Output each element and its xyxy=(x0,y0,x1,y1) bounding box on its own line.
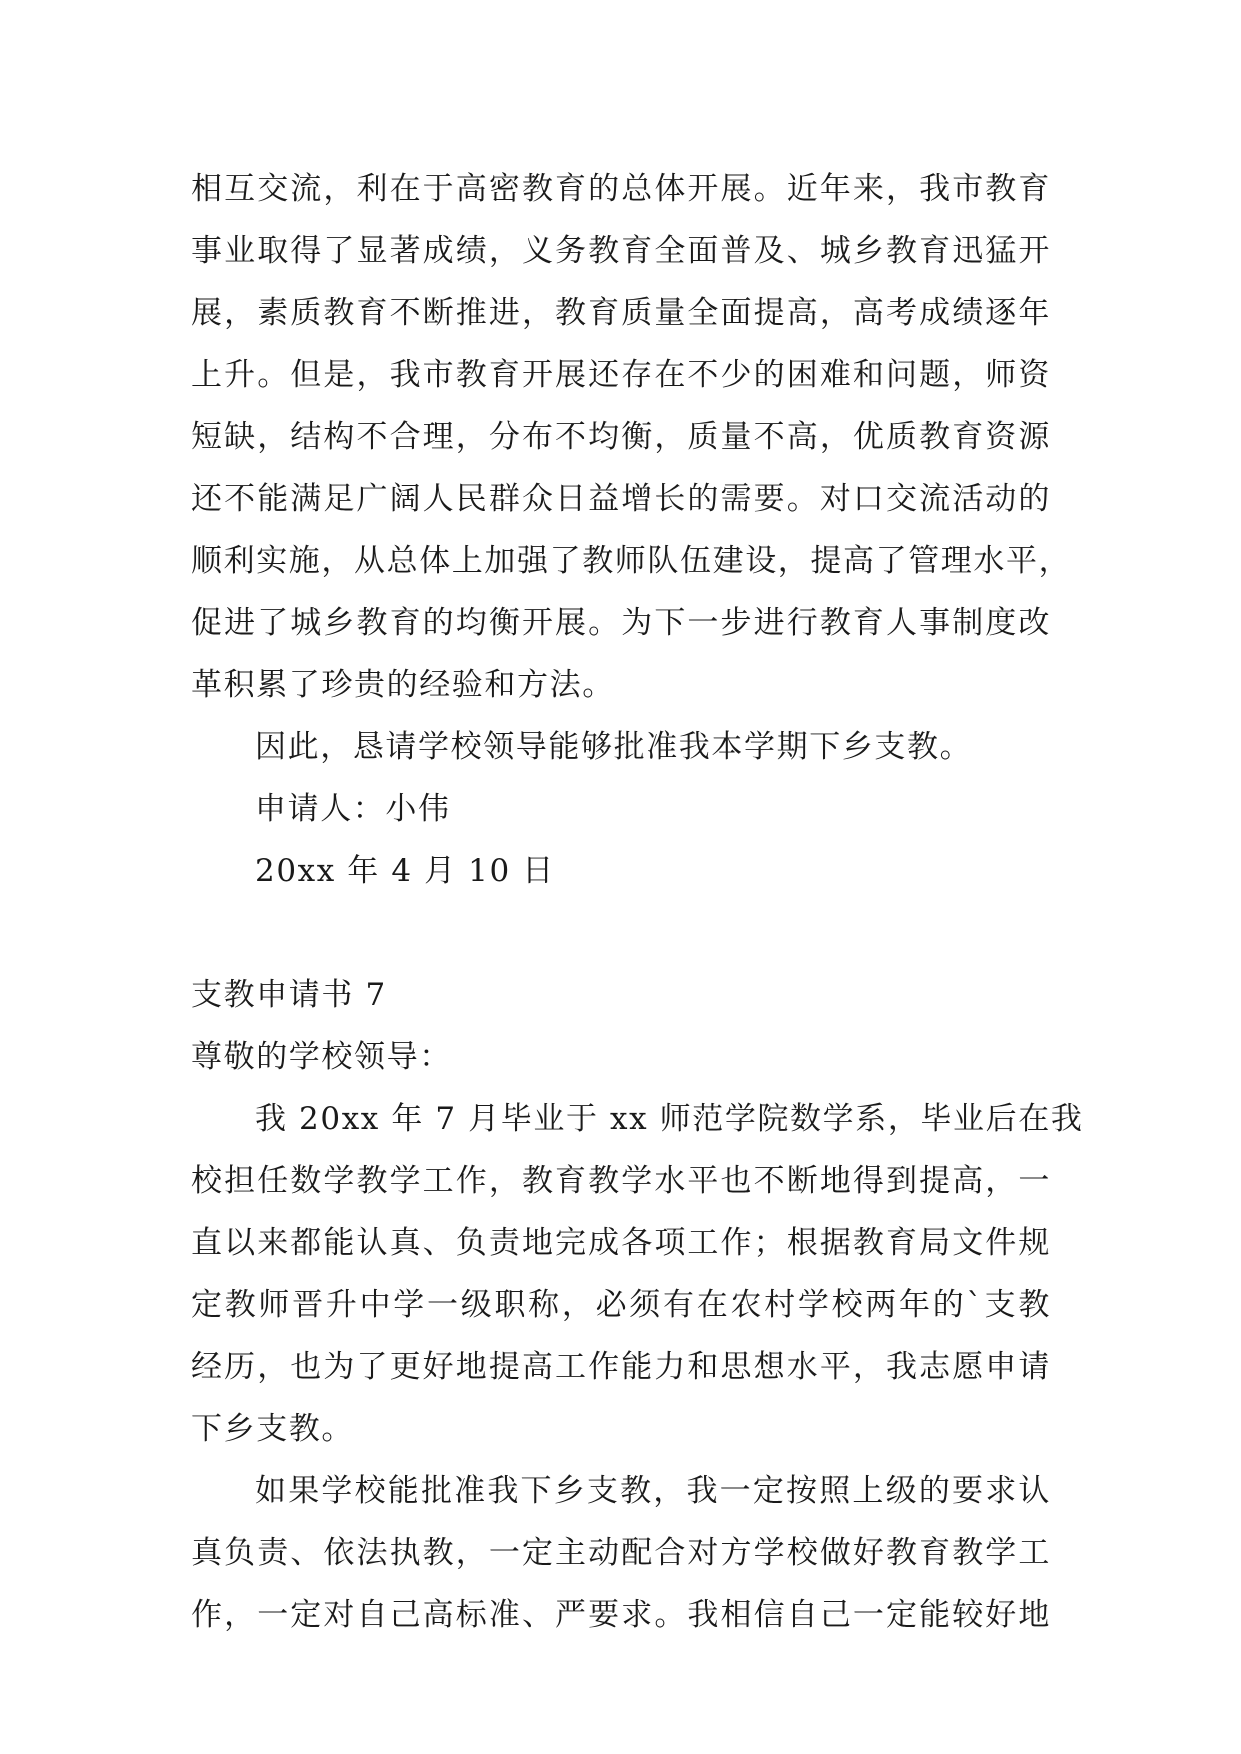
text-line: 展，素质教育不断推进，教育质量全面提高，高考成绩逐年 xyxy=(191,295,1051,331)
date-line: 20xx 年 4 月 10 日 xyxy=(255,853,555,889)
text-line: 促进了城乡教育的均衡开展。为下一步进行教育人事制度改 xyxy=(191,605,1051,641)
applicant-line: 申请人：小伟 xyxy=(255,791,451,827)
text-line: 经历，也为了更好地提高工作能力和思想水平，我志愿申请 xyxy=(191,1349,1051,1385)
text-line: 作，一定对自己高标准、严要求。我相信自己一定能较好地 xyxy=(191,1597,1051,1633)
text-line: 下乡支教。 xyxy=(191,1411,354,1447)
paragraph-application xyxy=(191,1088,1084,1460)
text-line: 革积累了珍贵的经验和方法。 xyxy=(191,667,615,703)
section-spacer xyxy=(191,902,1051,964)
request-line: 因此，恳请学校领导能够批准我本学期下乡支教。 xyxy=(255,729,973,765)
text-line: 定教师晋升中学一级职称，必须有在农村学校两年的`支教 xyxy=(191,1287,1051,1323)
text-line: 短缺，结构不合理，分布不均衡，质量不高，优质教育资源 xyxy=(191,419,1051,455)
text-line: 我 20xx 年 7 月毕业于 xx 师范学院数学系，毕业后在我 xyxy=(255,1101,1084,1137)
section-title: 支教申请书 7 xyxy=(191,977,387,1013)
text-line: 顺利实施，从总体上加强了教师队伍建设，提高了管理水平， xyxy=(191,543,1072,579)
paragraph-intro-continuation xyxy=(191,158,1072,716)
text-line: 上升。但是，我市教育开展还存在不少的困难和问题，师资 xyxy=(191,357,1051,393)
salutation: 尊敬的学校领导： xyxy=(191,1039,452,1075)
text-line: 相互交流，利在于高密教育的总体开展。近年来，我市教育 xyxy=(191,171,1051,207)
text-line: 真负责、依法执教，一定主动配合对方学校做好教育教学工 xyxy=(191,1535,1051,1571)
text-line: 还不能满足广阔人民群众日益增长的需要。对口交流活动的 xyxy=(191,481,1051,517)
text-line: 事业取得了显著成绩，义务教育全面普及、城乡教育迅猛开 xyxy=(191,233,1051,269)
text-line: 直以来都能认真、负责地完成各项工作；根据教育局文件规 xyxy=(191,1225,1051,1261)
paragraph-commitment xyxy=(191,1460,1051,1646)
text-line: 如果学校能批准我下乡支教，我一定按照上级的要求认 xyxy=(255,1473,1051,1509)
text-line: 校担任数学教学工作，教育教学水平也不断地得到提高，一 xyxy=(191,1163,1051,1199)
document-body xyxy=(191,158,1084,1646)
